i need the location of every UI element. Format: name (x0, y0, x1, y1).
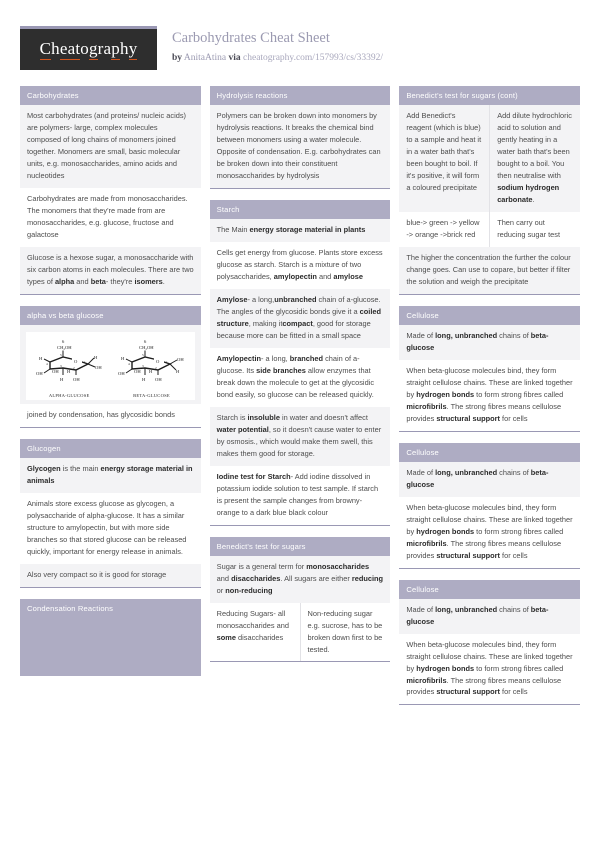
via-label: via (228, 52, 241, 63)
carbon-2: 2 (155, 365, 158, 370)
card-title: Carbohydrates (20, 86, 201, 105)
anomeric-h: H (94, 354, 98, 360)
column-1 (20, 86, 201, 687)
card (210, 537, 391, 663)
atom-h: H (39, 355, 43, 361)
card-row: joined by condensation, has glycosidic bonds (27, 409, 175, 419)
atom-oh-inner: OH (134, 368, 142, 374)
card-row: Amylose- a long,unbranched chain of a-glucose. The angles of the glycosidic bonds give it a coiled structure, making itcompact, good for storage because more can be fitted in a small space (210, 289, 391, 348)
card (210, 86, 391, 189)
anomeric-h: H (176, 368, 180, 374)
card-row: Made of long, unbranched chains of beta-glucose (399, 325, 580, 360)
card (399, 86, 580, 295)
card-row: When beta-glucose molecules bind, they form straight cellulose chains. These are linked together by hydrogen bonds to form strong fibres called microfibrils. The strong fibres means cellulose provides structural support for cells (406, 639, 573, 697)
glucose-ring-svg (114, 336, 188, 392)
card (20, 599, 201, 676)
card-empty-body (20, 618, 201, 676)
ch2oh-label: CH₂OH (57, 344, 72, 350)
card-cell: Add dilute hydrochloric acid to solution and gently heating in a water bath that's been bought to a boil. You then neutralise with sodium hydrogen carbonate. (489, 105, 580, 212)
carbon-1: 1 (166, 359, 169, 364)
card-row: Cells get energy from glucose. Plants store excess glucose as starch. Starch is a mixture of two polysaccharides, amylopectin and amylose (216, 247, 383, 281)
atom-oh: OH (118, 370, 126, 376)
card (20, 439, 201, 588)
card-cell: Then carry out reducing sugar test (489, 212, 580, 247)
atom-oh-inner: OH (52, 368, 59, 374)
card (210, 200, 391, 526)
carbon-4: 4 (46, 361, 48, 366)
card-cell: Reducing Sugars- all monosaccharides and some disaccharides (216, 608, 289, 642)
page-title: Carbohydrates Cheat Sheet (172, 30, 330, 46)
card-title: Benedict's test for sugars (210, 537, 391, 556)
card-title: Cellulose (399, 580, 580, 599)
ring-oxygen: O (74, 358, 78, 364)
card-row: Most carbohydrates (and proteins/ nucleic acids) are polymers- large, complex molecules composed of long chains of monomers joined together. Monomers are small, basic molecular units, e.g. monosaccharides, amino acids and nucleotides (20, 105, 201, 188)
card-row-split (210, 603, 391, 662)
column-2 (210, 86, 391, 673)
card-row: Carbohydrates are made from monosaccharides. The monomers that they're made from are monosaccharides, e.g. glucose, fructose and galactose (27, 193, 188, 239)
atom-h-bottom: H (142, 376, 146, 382)
atom-h: H (121, 355, 125, 361)
card-row: Sugar is a general term for monosaccharides and disaccharides. All sugars are either reducing or non-reducing (210, 556, 391, 603)
cheatsheet-columns (0, 70, 600, 716)
card-row: When beta-glucose molecules bind, they form straight cellulose chains. These are linked together by hydrogen bonds to form strong fibres called microfibrils. The strong fibres means cellulose provides structural support for cells (406, 365, 573, 423)
ring-oxygen: O (156, 358, 160, 364)
card-title: Starch (210, 200, 391, 219)
card-row: Starch is insoluble in water and doesn't affect water potential, so it doesn't cause water to enter by osmosis., which would make them swell, this makes them good for storage. (210, 407, 391, 466)
card-row: The Main energy storage material in plants (210, 219, 391, 242)
card-title: Cellulose (399, 306, 580, 325)
alpha-glucose-label: ALPHA-GLUCOSE (48, 392, 90, 398)
card-row-split (399, 212, 580, 247)
atom-h-inner: H (67, 368, 71, 374)
card-row-split (399, 105, 580, 212)
card-row: Polymers can be broken down into monomers by hydrolysis reactions. It breaks the chemical bind between monomers using a water molecule. Opposite of condensation. E.g. carbohydrates can be broken down into their constituent monosaccharides by hydrolysis (210, 105, 391, 188)
carbon-4: 4 (128, 361, 131, 366)
alpha-glucose-molecule (32, 336, 106, 398)
anomeric-group: OH (177, 356, 185, 362)
card-row: Also very compact so it is good for storage (20, 564, 201, 587)
carbon-3: 3 (142, 363, 145, 368)
card-cell: blue-> green -> yellow -> orange ->brick red (406, 217, 480, 239)
author-link[interactable]: AnitaAtina (183, 52, 227, 63)
column-3 (399, 86, 580, 716)
card-title: Benedict's test for sugars (cont) (399, 86, 580, 105)
carbon-number: 6 (62, 338, 65, 344)
card-cell: Non-reducing sugar e.g. sucrose, has to be broken down first to be tested. (300, 603, 391, 662)
beta-glucose-label: BETA-GLUCOSE (133, 392, 170, 398)
card (399, 306, 580, 432)
page-header (0, 0, 600, 70)
card-row: When beta-glucose molecules bind, they form straight cellulose chains. These are linked together by hydrogen bonds to form strong fibres called microfibrils. The strong fibres means cellulose provides structural support for cells (406, 502, 573, 560)
atom-h-inner: H (149, 368, 153, 374)
anomeric-group: OH (95, 364, 102, 370)
title-block (157, 26, 383, 65)
carbon-3: 3 (60, 363, 62, 368)
card-title: Cellulose (399, 443, 580, 462)
card (20, 86, 201, 295)
card-row: Glucose is a hexose sugar, a monosaccharide with six carbon atoms in each molecules. There are two types of alpha and beta- they're isomers. (20, 247, 201, 294)
source-url[interactable]: cheatography.com/157993/cs/33392/ (243, 52, 384, 63)
card (20, 306, 201, 428)
byline (172, 52, 383, 65)
atom-oh-bottom: OH (73, 376, 80, 382)
atom-h-bottom: H (60, 376, 64, 382)
card-row: The higher the concentration the further the colour change goes. Can use to copare, but better if filter the solution and weigh the precipitate (399, 247, 580, 294)
carbon-1: 1 (84, 359, 86, 364)
logo-box (20, 29, 157, 70)
card (399, 580, 580, 706)
atom-oh-bottom: OH (155, 376, 163, 382)
card-title: Glucogen (20, 439, 201, 458)
ch2oh-label: CH₂OH (139, 344, 155, 350)
card-row: Glycogen is the main energy storage material in animals (20, 458, 201, 493)
carbon-5: 5 (60, 352, 62, 357)
card (399, 443, 580, 569)
card-title: Condensation Reactions (20, 599, 201, 618)
card-row: Amylopectin- a long, branched chain of a-glucose. Its side branches allow enzymes that break down the molecule to get at the glycosidic bond easily, so glucose can be released quickly. (216, 353, 375, 399)
beta-glucose-molecule (114, 336, 188, 398)
card-cell: Add Benedict's reagent (which is blue) to a sample and heat it in a water bath that's been bought to boil. If it's positive, it will form a coloured precipitate (406, 111, 482, 192)
card-title: Hydrolysis reactions (210, 86, 391, 105)
carbon-5: 5 (142, 352, 145, 357)
carbon-number: 6 (144, 338, 147, 344)
card-row: Made of long, unbranched chains of beta-glucose (399, 462, 580, 497)
card-title: alpha vs beta glucose (20, 306, 201, 325)
card-row: Iodine test for Starch- Add iodine dissolved in potassium iodide solution to test sample. If starch is present the sample changes from browny-orange to a dark blue black colour (216, 471, 379, 517)
glucose-ring-svg (32, 336, 106, 392)
card-row: Animals store excess glucose as glycogen, a polysaccharide of alpha-glucose. It has a similar structure to amylopectin, but with more side branches so that stored glucose can be released quickly, important for energy release in animals. (27, 498, 187, 556)
logo-text: Cheatography (39, 38, 138, 58)
atom-oh: OH (36, 370, 43, 376)
carbon-2: 2 (73, 365, 75, 370)
by-label: by (172, 52, 183, 63)
card-row: Made of long, unbranched chains of beta-glucose (399, 599, 580, 634)
brand-logo[interactable] (20, 26, 157, 70)
glucose-figure (20, 325, 201, 404)
